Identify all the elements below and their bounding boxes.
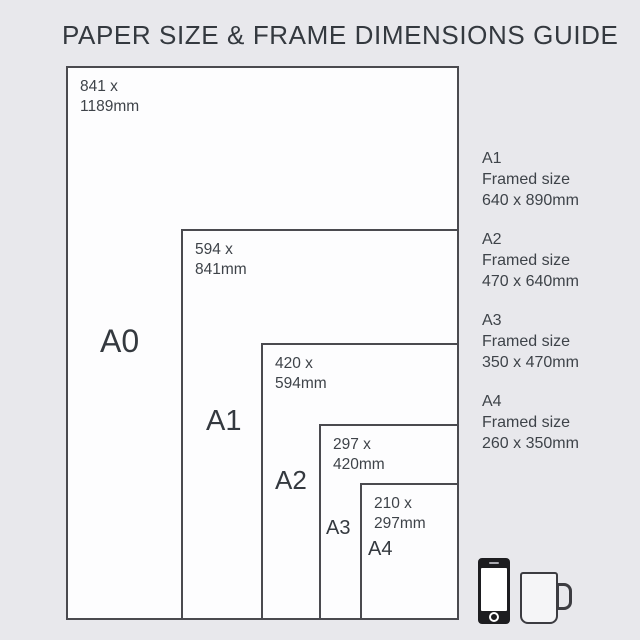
smartphone-icon [478,558,510,624]
framed-size-a2 [482,229,579,292]
framed-size-a2-name: A2 [482,231,502,248]
framed-size-a3-dimensions: 350 x 470mm [482,354,579,371]
paper-dims-a3-line2: 420mm [333,456,385,473]
paper-dims-a0-line2: 1189mm [80,98,140,115]
framed-size-a3-name: A3 [482,312,502,329]
phone-screen [481,568,507,611]
paper-dims-a0-line1: 841 x [80,78,118,95]
paper-label-a4: A4 [368,538,393,560]
framed-size-a2-dimensions: 470 x 640mm [482,273,579,290]
framed-size-a4-dimensions: 260 x 350mm [482,435,579,452]
mug-handle [556,583,572,610]
paper-dims-a2 [275,354,327,394]
framed-sizes-column [482,148,579,472]
framed-size-a1-caption: Framed size [482,171,571,188]
framed-size-a4-name: A4 [482,393,502,410]
framed-size-a1-name: A1 [482,150,502,167]
paper-label-a3: A3 [326,517,351,539]
framed-size-a3 [482,310,579,373]
paper-label-a2: A2 [275,465,307,495]
paper-dims-a3 [333,435,385,475]
framed-size-a4-caption: Framed size [482,414,571,431]
paper-dims-a3-line1: 297 x [333,436,371,453]
framed-size-a3-caption: Framed size [482,333,571,350]
paper-dims-a4 [374,494,426,534]
paper-label-a1: A1 [206,405,242,437]
framed-size-a4 [482,391,579,454]
framed-size-a1-dimensions: 640 x 890mm [482,192,579,209]
page-title: PAPER SIZE & FRAME DIMENSIONS GUIDE [62,20,619,50]
framed-size-a1 [482,148,579,211]
mug-body [520,572,558,624]
mug-icon [520,572,576,624]
paper-dims-a4-line2: 297mm [374,515,426,532]
paper-label-a0: A0 [100,323,140,359]
paper-dims-a0 [80,77,139,117]
phone-home-button [489,612,499,622]
paper-dims-a2-line1: 420 x [275,355,313,372]
paper-dims-a4-line1: 210 x [374,495,412,512]
paper-dims-a2-line2: 594mm [275,375,327,392]
phone-speaker [489,562,499,564]
framed-size-a2-caption: Framed size [482,252,571,269]
paper-dims-a1 [195,240,247,280]
paper-dims-a1-line2: 841mm [195,261,247,278]
paper-dims-a1-line1: 594 x [195,241,233,258]
